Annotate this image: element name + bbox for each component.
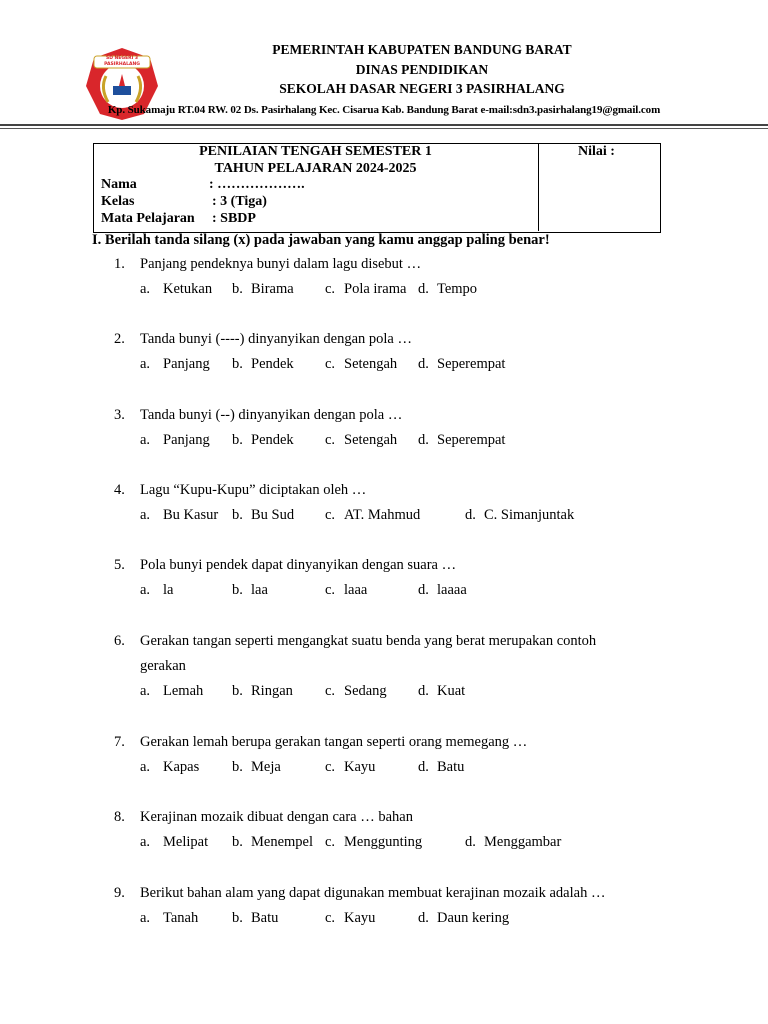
question-number: 2.: [114, 331, 125, 347]
option-text[interactable]: Ringan: [251, 683, 293, 699]
question-text: Tanda bunyi (--) dinyanyikan dengan pola …: [140, 407, 403, 423]
option-text[interactable]: Lemah: [163, 683, 204, 699]
question-text: Gerakan tangan seperti mengangkat suatu benda yang berat merupakan contoh: [140, 633, 597, 649]
option-text[interactable]: Birama: [251, 281, 294, 297]
option-text[interactable]: Bu Sud: [251, 507, 295, 523]
option-text[interactable]: Melipat: [163, 834, 209, 850]
school-address: Kp. Sukamaju RT.04 RW. 02 Ds. Pasirhalang Kec. Cisarua Kab. Bandung Barat e-mail:sdn3.pasirhalang19@gmail.com: [107, 104, 661, 116]
option-text[interactable]: Pendek: [251, 356, 294, 372]
question-number: 6.: [114, 633, 125, 649]
option-text[interactable]: Kuat: [437, 683, 466, 699]
question-number: 7.: [114, 734, 125, 750]
option-label[interactable]: d.: [418, 432, 429, 448]
option-label[interactable]: b.: [232, 356, 243, 372]
option-label[interactable]: a.: [140, 281, 151, 297]
option-label[interactable]: d.: [418, 683, 429, 699]
header-rule-thin: [0, 128, 768, 129]
header-rule-thick: [0, 124, 768, 126]
kop-line-2: DINAS PENDIDIKAN: [355, 62, 489, 77]
option-text[interactable]: Kapas: [163, 759, 200, 775]
option-label[interactable]: b.: [232, 281, 243, 297]
option-text[interactable]: laaa: [344, 582, 368, 598]
option-label[interactable]: a.: [140, 759, 151, 775]
nama-field[interactable]: : ……………….: [209, 177, 305, 192]
option-label[interactable]: c.: [325, 281, 336, 297]
question-number: 5.: [114, 557, 125, 573]
option-text[interactable]: Kayu: [344, 910, 376, 926]
option-text[interactable]: Panjang: [163, 356, 210, 372]
option-label[interactable]: d.: [418, 910, 429, 926]
option-label[interactable]: c.: [325, 834, 336, 850]
logo-text-mid: PASIRHALANG: [104, 62, 140, 67]
option-text[interactable]: Menempel: [251, 834, 314, 850]
option-label[interactable]: b.: [232, 432, 243, 448]
option-text[interactable]: la: [163, 582, 174, 598]
option-label[interactable]: a.: [140, 507, 151, 523]
option-label[interactable]: a.: [140, 582, 151, 598]
option-label[interactable]: b.: [232, 582, 243, 598]
option-label[interactable]: d.: [465, 834, 476, 850]
option-label[interactable]: a.: [140, 834, 151, 850]
option-label[interactable]: d.: [418, 281, 429, 297]
question-text-continued: gerakan: [140, 658, 186, 674]
option-text[interactable]: C. Simanjuntak: [484, 507, 575, 523]
option-text[interactable]: Setengah: [344, 356, 398, 372]
question-text: Berikut bahan alam yang dapat digunakan membuat kerajinan mozaik adalah …: [140, 885, 606, 901]
option-label[interactable]: a.: [140, 910, 151, 926]
option-label[interactable]: a.: [140, 683, 151, 699]
option-text[interactable]: Menggambar: [484, 834, 562, 850]
option-label[interactable]: c.: [325, 507, 336, 523]
question-text: Panjang pendeknya bunyi dalam lagu disebut …: [140, 256, 422, 272]
option-text[interactable]: Panjang: [163, 432, 210, 448]
option-text[interactable]: laaaa: [437, 582, 467, 598]
option-label[interactable]: d.: [418, 356, 429, 372]
option-text[interactable]: Tempo: [437, 281, 478, 297]
option-text[interactable]: Ketukan: [163, 281, 213, 297]
exam-info-divider: [538, 143, 539, 231]
question-text: Gerakan lemah berupa gerakan tangan seperti orang memegang …: [140, 734, 528, 750]
option-text[interactable]: Menggunting: [344, 834, 423, 850]
option-label[interactable]: a.: [140, 432, 151, 448]
option-label[interactable]: c.: [325, 356, 336, 372]
option-text[interactable]: Daun kering: [437, 910, 510, 926]
option-label[interactable]: c.: [325, 432, 336, 448]
option-label[interactable]: a.: [140, 356, 151, 372]
option-label[interactable]: c.: [325, 759, 336, 775]
logo-text-top: SD NEGERI 3: [106, 56, 138, 61]
exam-title: PENILAIAN TENGAH SEMESTER 1: [199, 144, 432, 159]
option-label[interactable]: c.: [325, 683, 336, 699]
question-text: Pola bunyi pendek dapat dinyanyikan dengan suara …: [140, 557, 457, 573]
nilai-label: Nilai :: [578, 144, 615, 159]
exam-year: TAHUN PELAJARAN 2024-2025: [214, 161, 417, 176]
option-text[interactable]: Pola irama: [344, 281, 407, 297]
option-label[interactable]: b.: [232, 507, 243, 523]
option-text[interactable]: Bu Kasur: [163, 507, 219, 523]
kop-line-3: SEKOLAH DASAR NEGERI 3 PASIRHALANG: [279, 81, 565, 96]
option-label[interactable]: c.: [325, 582, 336, 598]
option-text[interactable]: Batu: [251, 910, 279, 926]
option-text[interactable]: Seperempat: [437, 432, 506, 448]
question-number: 4.: [114, 482, 125, 498]
mapel-value: : SBDP: [212, 211, 256, 226]
option-text[interactable]: Meja: [251, 759, 281, 775]
option-label[interactable]: d.: [418, 759, 429, 775]
option-text[interactable]: Sedang: [344, 683, 387, 699]
option-text[interactable]: Tanah: [163, 910, 199, 926]
option-text[interactable]: Batu: [437, 759, 465, 775]
kelas-value: : 3 (Tiga): [212, 194, 267, 209]
question-number: 1.: [114, 256, 125, 272]
option-text[interactable]: Kayu: [344, 759, 376, 775]
kelas-label: Kelas: [101, 194, 135, 209]
question-text: Kerajinan mozaik dibuat dengan cara … bahan: [140, 809, 413, 825]
option-label[interactable]: b.: [232, 683, 243, 699]
option-label[interactable]: d.: [465, 507, 476, 523]
option-text[interactable]: Setengah: [344, 432, 398, 448]
option-text[interactable]: Pendek: [251, 432, 294, 448]
option-label[interactable]: d.: [418, 582, 429, 598]
question-text: Lagu “Kupu-Kupu” diciptakan oleh …: [140, 482, 367, 498]
option-text[interactable]: laa: [251, 582, 268, 598]
option-label[interactable]: b.: [232, 759, 243, 775]
kop-line-1: PEMERINTAH KABUPATEN BANDUNG BARAT: [272, 42, 572, 57]
question-text: Tanda bunyi (----) dinyanyikan dengan pola …: [140, 331, 412, 347]
option-label[interactable]: b.: [232, 910, 243, 926]
option-label[interactable]: b.: [232, 834, 243, 850]
option-text[interactable]: AT. Mahmud: [344, 507, 421, 523]
instruction: I. Berilah tanda silang (x) pada jawaban yang kamu anggap paling benar!: [92, 232, 550, 248]
option-text[interactable]: Seperempat: [437, 356, 506, 372]
option-label[interactable]: c.: [325, 910, 336, 926]
mapel-label: Mata Pelajaran: [101, 211, 195, 226]
question-number: 9.: [114, 885, 125, 901]
nama-label: Nama: [101, 177, 137, 192]
question-number: 3.: [114, 407, 125, 423]
question-number: 8.: [114, 809, 125, 825]
